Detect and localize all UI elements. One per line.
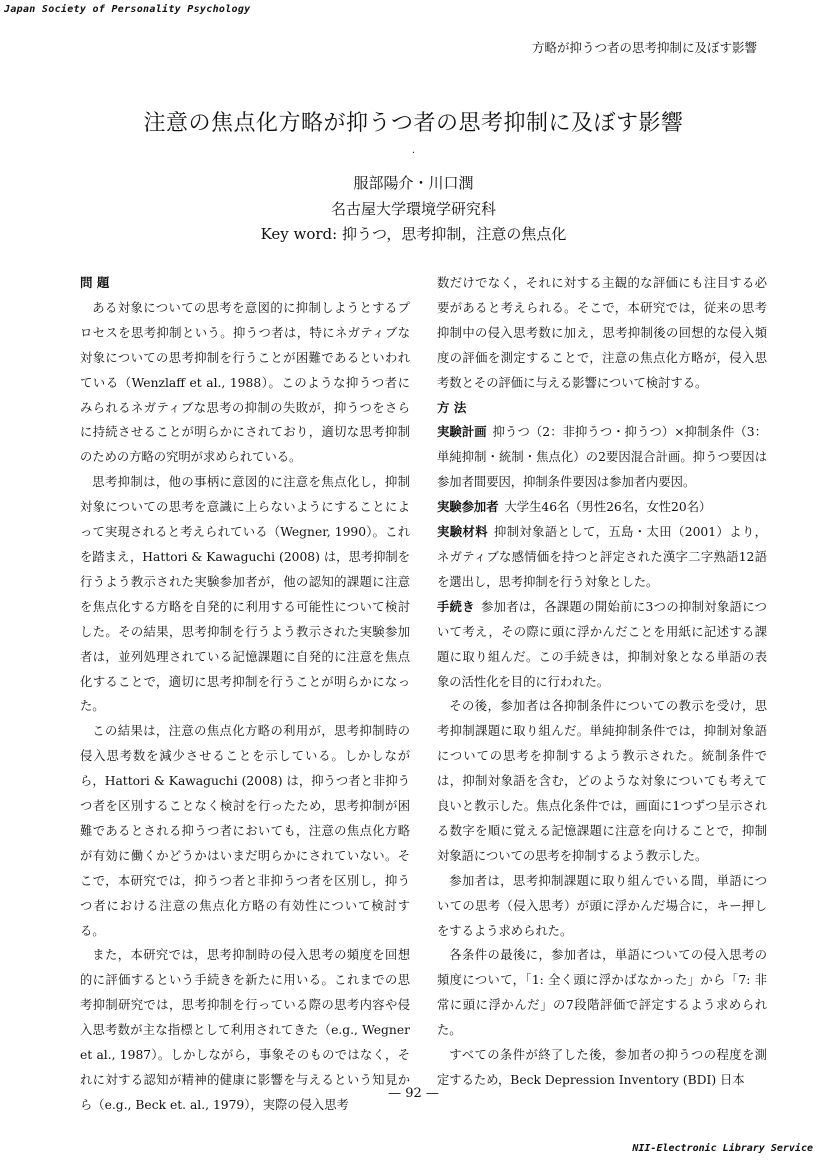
design-text: 抑うつ（2：非抑うつ・抑うつ）×抑制条件（3：単純抑制・統制・焦点化）の2要因混合計画。抑うつ要因は参加者間要因，抑制条件要因は参加者内要因。: [437, 425, 767, 490]
paragraph: ある対象についての思考を意図的に抑制しようとするプロセスを思考抑制という。抑うつ者は，特にネガティブな対象についての思考抑制を行うことが困難であるといわれている（Wenzlaff et al., 1988）。このような抑うつ者にみられるネガティブな思考の抑制の失敗が，抑うつをさらに持続させることが明らかにされており，適切な思考抑制のための方略の究明が求められている。: [80, 300, 410, 465]
paragraph: 数だけでなく，それに対する主観的な評価にも注目する必要があると考えられる。そこで，本研究では，従来の思考抑制中の侵入思考数に加え，思考抑制後の回想的な侵入頻度の評価を測定することで，注意の焦点化方略が，侵入思考数とその評価に与える影響について検討する。: [437, 276, 767, 390]
participants-text: 大学生46名（男性26名，女性20名）: [504, 500, 712, 515]
society-name: Japan Society of Personality Psychology: [4, 4, 251, 15]
paragraph: この結果は，注意の焦点化方略の利用が，思考抑制時の侵入思考数を減少させることを示している。しかしながら，Hattori & Kawaguchi (2008) は，抑うつ者と非抑うつ者を区別することなく検討を行ったため，思考抑制が困難であるとされる抑うつ者においても，注意の焦点化方略が有効に働くかどうかはいまだ明らかにされていない。そこで，本研究では，抑うつ者と非抑うつ者を区別し，抑うつ者における注意の焦点化方略の有効性について検討する。: [80, 724, 410, 938]
page-number: — 92 —: [388, 1086, 439, 1101]
paper-title: 注意の焦点化方略が抑うつ者の思考抑制に及ぼす影響: [143, 111, 684, 136]
paragraph: すべての条件が終了した後，参加者の抑うつの程度を測定するため，Beck Depression Inventory (BDI) 日本: [437, 1048, 767, 1087]
materials-paragraph: [437, 520, 767, 595]
running-title: 方略が抑うつ者の思考抑制に及ぼす影響: [531, 40, 757, 55]
right-column: [437, 271, 767, 1093]
left-column: [80, 271, 410, 1118]
section-heading-method: 方 法: [437, 399, 467, 415]
keywords: Key word: 抑うつ，思考抑制，注意の焦点化: [260, 225, 567, 243]
design-paragraph: [437, 420, 767, 495]
participants-paragraph: [437, 495, 767, 520]
procedure-text: 参加者は，各課題の開始前に3つの抑制対象語について考え，その際に頭に浮かんだことを用紙に記述する課題に取り組んだ。この手続きは，抑制対象となる単語の表象の活性化を目的に行われた。: [437, 599, 767, 689]
authors: 服部陽介・川口潤: [353, 174, 474, 192]
procedure-label: 手続き: [437, 599, 475, 614]
affiliation: 名古屋大学環境学研究科: [330, 200, 496, 218]
materials-label: 実験材料: [437, 525, 488, 540]
procedure-paragraph: [437, 595, 767, 695]
paragraph: その後，参加者は各抑制条件についての教示を受け，思考抑制課題に取り組んだ。単純抑制条件では，抑制対象語についての思考を抑制するよう教示された。統制条件では，抑制対象語を含む，どのような対象についても考えて良いと教示した。焦点化条件では，画面に1つずつ呈示される数字を順に覚える記憶課題に注意を向けることで，抑制対象語についての思考を抑制するよう教示した。: [437, 699, 767, 863]
paragraph: また，本研究では，思考抑制時の侵入思考の頻度を回想的に評価するという手続きを新たに用いる。これまでの思考抑制研究では，思考抑制を行っている際の思考内容や侵入思考数が主な指標として利用されてきた（e.g., Wegner et al., 1987）。しかしながら，事象そのものではなく，それに対する認知が精神的健康に影響を与えるという知見から（e.g., Beck et. al., 1979），実際の侵入思考: [80, 948, 410, 1112]
paragraph: 各条件の最後に，参加者は，単語についての侵入思考の頻度について，「1: 全く頭に浮かばなかった」から「7: 非常に頭に浮かんだ」の7段階評価で評定するよう求められた。: [437, 948, 767, 1038]
paragraph: 参加者は，思考抑制課題に取り組んでいる間，単語についての思考（侵入思考）が頭に浮かんだ場合に，キー押しをするよう求められた。: [437, 873, 767, 938]
separator-dot: .: [411, 145, 416, 156]
section-heading-problem: 問 題: [80, 275, 110, 290]
materials-text: 抑制対象語として，五島・太田（2001）より，ネガティブな感情価を持つと評定された漢字二字熟語12語を選出し，思考抑制を行う対象とした。: [437, 525, 767, 589]
design-label: 実験計画: [437, 425, 487, 440]
paragraph: 思考抑制は，他の事柄に意図的に注意を焦点化し，抑制対象についての思考を意識に上らないようにすることによって実現されると考えられている（Wegner, 1990）。これを踏まえ，Hattori & Kawaguchi (2008) は，思考抑制を行うよう教示された実験参加者が，他の認知的課題に注意を焦点化する方略を自発的に利用する可能性について検討した。その結果，思考抑制を行うよう教示された実験参加者は，並列処理されている記憶課題に自発的に注意を焦点化することで，適切に思考抑制を行うことが明らかになった。: [80, 475, 410, 714]
library-service-label: NII-Electronic Library Service: [632, 1143, 813, 1154]
participants-label: 実験参加者: [437, 500, 499, 515]
